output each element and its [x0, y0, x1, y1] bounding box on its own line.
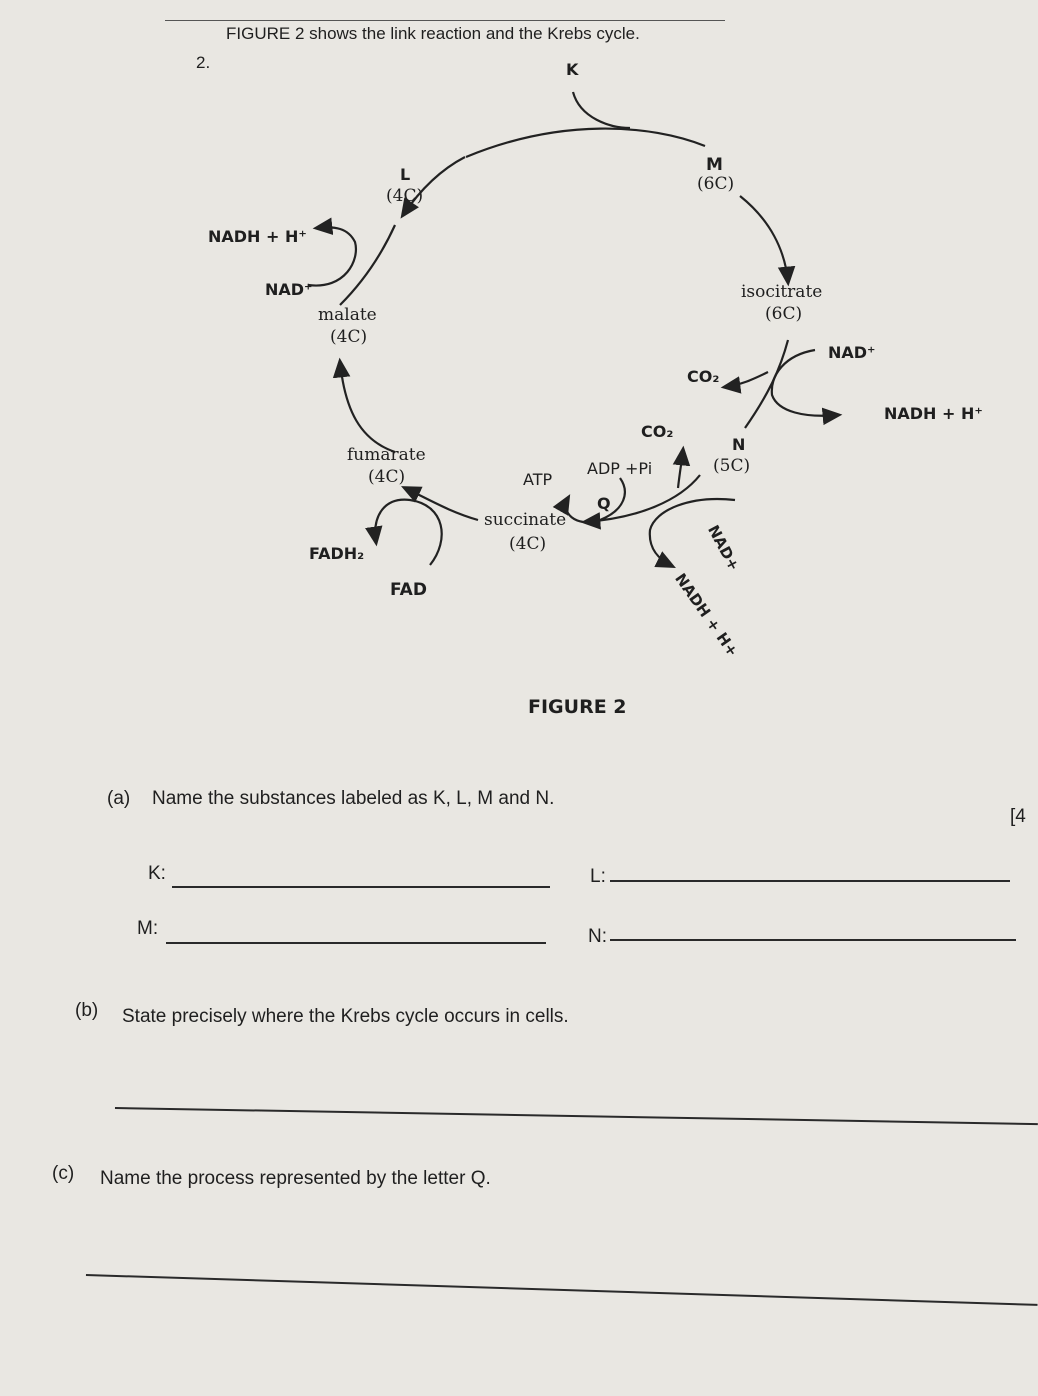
iso-to-n-arrow	[745, 340, 788, 428]
label-nad-n: NAD+	[704, 522, 744, 574]
part-a-marks: [4	[1010, 806, 1026, 827]
figure-caption: FIGURE 2	[528, 696, 627, 718]
label-malate-carbons: (4C)	[330, 327, 368, 347]
label-n-carbons: (5C)	[713, 456, 751, 476]
label-isocitrate: isocitrate	[741, 282, 823, 302]
part-c-question: Name the process represented by the letter Q.	[100, 1168, 491, 1189]
co2-release-arrow-iso	[725, 372, 768, 387]
label-co2-iso: CO₂	[687, 367, 720, 386]
question-intro: FIGURE 2 shows the link reaction and the Krebs cycle.	[226, 24, 640, 43]
answer-b-field[interactable]	[115, 1107, 1038, 1125]
label-k: K	[566, 60, 579, 79]
answer-c-field[interactable]	[86, 1274, 1038, 1305]
label-isocitrate-carbons: (6C)	[765, 304, 803, 324]
label-m-carbons: (6C)	[697, 174, 735, 194]
label-fadh2: FADH₂	[309, 544, 365, 563]
label-n: N	[732, 435, 746, 454]
malate-to-l-arrow	[340, 225, 395, 305]
label-malate: malate	[318, 305, 377, 325]
label-nad-l: NAD⁺	[265, 280, 313, 299]
answer-n-label: N:	[588, 926, 607, 947]
part-c-label: (c)	[52, 1163, 75, 1184]
label-fumarate: fumarate	[347, 445, 426, 465]
label-succinate: succinate	[484, 510, 567, 530]
link-reaction-arrow	[573, 92, 630, 128]
answer-n-field[interactable]	[610, 939, 1016, 941]
succinate-to-fumarate-arrow	[405, 488, 478, 520]
label-fad: FAD	[390, 580, 427, 600]
label-succinate-carbons: (4C)	[509, 534, 547, 554]
label-nad-iso: NAD⁺	[828, 343, 876, 362]
atp-adp-curve	[566, 478, 625, 522]
question-number: 2.	[196, 53, 211, 72]
answer-l-label: L:	[590, 866, 606, 887]
label-nadh-n: NADH + H+	[671, 570, 742, 661]
part-b-question: State precisely where the Krebs cycle occurs in cells.	[122, 1006, 569, 1027]
part-a-question: Name the substances labeled as K, L, M and N.	[152, 788, 555, 809]
label-adp-pi: ADP +Pi	[587, 459, 653, 478]
m-to-isocitrate-arrow	[740, 196, 788, 282]
label-atp: ATP	[523, 470, 553, 489]
answer-k-label: K:	[148, 863, 166, 884]
fad-to-fadh2-curve	[375, 500, 441, 565]
part-b-label: (b)	[75, 1000, 99, 1021]
co2-release-arrow-n	[678, 450, 683, 488]
answer-m-field[interactable]	[166, 942, 546, 944]
answer-l-field[interactable]	[610, 880, 1010, 882]
label-co2-n: CO₂	[641, 422, 674, 441]
part-a-label: (a)	[107, 788, 131, 809]
label-nadh-l: NADH + H⁺	[208, 227, 307, 246]
label-l-carbons: (4C)	[386, 186, 424, 206]
nad-to-nadh-curve-l	[308, 227, 356, 285]
link-to-m-arcs	[466, 129, 705, 157]
label-m: M	[706, 155, 723, 175]
label-nadh-iso: NADH + H⁺	[884, 404, 983, 423]
answer-k-field[interactable]	[172, 886, 550, 888]
answer-m-label: M:	[137, 918, 159, 939]
label-fumarate-carbons: (4C)	[368, 467, 406, 487]
fumarate-to-malate-arrow	[340, 362, 395, 452]
label-q: Q	[597, 494, 611, 513]
label-l: L	[400, 165, 411, 184]
